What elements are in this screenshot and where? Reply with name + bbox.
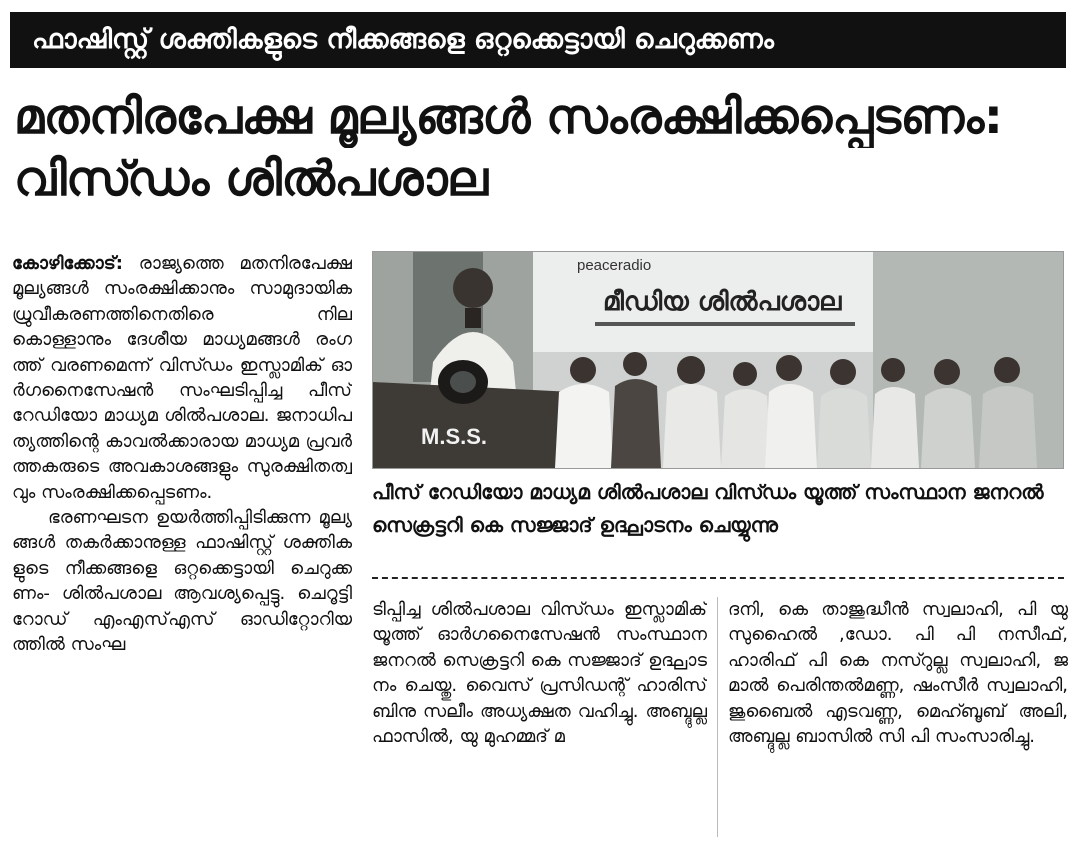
article-paragraph-2: ഭരണഘടന ഉയർത്തിപ്പിടിക്കുന്ന മൂല്യങ്ങൾ തകർക്കാനുള്ള ഫാഷിസ്റ്റ് ശക്തികളുടെ നീക്കങ്ങളെ ഒറ്റക്കെട്ടായി ചെറുക്കണം- ശിൽപശാല ആവശ്യപ്പെട്ടു. ചെറൂട്ടി റോഡ് എംഎസ്എസ് ഓഡിറ്റോറിയത്തിൽ സംഘ: [12, 507, 352, 656]
article-column-1: [12, 251, 352, 841]
banner-brand: peaceradio: [577, 257, 652, 274]
article-paragraph-1: [12, 251, 352, 505]
headline-line-1: മതനിരപേക്ഷ മൂല്യങ്ങൾ സംരക്ഷിക്കപ്പെടണം:: [14, 89, 1003, 145]
kicker-banner: [10, 12, 1066, 68]
event-photo-illustration: [373, 252, 1063, 468]
headline-line-2: വിസ്ഡം ശിൽപശാല: [14, 151, 488, 207]
podium-text: M.S.S.: [421, 424, 488, 449]
caption-divider: [372, 577, 1064, 579]
article-column-2: ടിപ്പിച്ച ശിൽപശാല വിസ്ഡം ഇസ്ലാമിക് യൂത്ത് ഓർഗനൈസേഷൻ സംസ്ഥാന ജനറൽ സെക്രട്ടറി കെ സജ്ജാദ് ഉദ്ഘാടനം ചെയ്തു. വൈസ് പ്രസിഡന്റ് ഹാരിസ് ബിനു സലീം അധ്യക്ഷത വഹിച്ചു. അബ്ദുല്ല ഫാസിൽ, യു മുഹമ്മദ് മ: [372, 599, 707, 748]
banner-title: മീഡിയ ശിൽപശാല: [603, 287, 842, 317]
dateline: കോഴിക്കോട്:: [12, 253, 124, 274]
headline: [14, 86, 1070, 210]
photo-caption: പീസ് റേഡിയോ മാധ്യമ ശിൽപശാല വിസ്ഡം യൂത്ത് സംസ്ഥാന ജനറൽ സെക്രട്ടറി കെ സജ്ജാദ് ഉദ്ഘാടനം ചെയ്യുന്നു: [372, 480, 1044, 537]
article-column-3: ദനി, കെ താജുദ്ധീൻ സ്വലാഹി, പി യു സുഹൈൽ ,ഡോ. പി പി നസീഫ്, ഹാരിഫ് പി കെ നസ്റുല്ല സ്വലാഹി, ജമാൽ പെരിന്തൽമണ്ണ, ഷംസീർ സ്വലാഹി, ജുബൈൽ എടവണ്ണ, മെഹ്ബൂബ് അലി, അബ്ദുല്ല ബാസിൽ സി പി സംസാരിച്ചു.: [728, 599, 1068, 748]
article-paragraph-1-text: രാജ്യത്തെ മതനിരപേക്ഷ മൂല്യങ്ങൾ സംരക്ഷിക്കാനും സാമുദായിക ധ്രുവീകരണത്തിനെതിരെ നിലകൊള്ളാനും ദേശീയ മാധ്യമങ്ങൾ രംഗത്ത് വരണമെന്ന് വിസ്ഡം ഇസ്ലാമിക് ഓർഗനൈസേഷൻ സംഘടിപ്പിച്ച പീസ് റേഡിയോ മാധ്യമ ശിൽപശാല. ജനാധിപത്യത്തിന്റെ കാവൽക്കാരായ മാധ്യമ പ്രവർത്തകരുടെ അവകാശങ്ങളും സുരക്ഷിതത്വവും സംരക്ഷിക്കപ്പെടണം.: [12, 253, 352, 503]
column-divider: [717, 597, 718, 837]
event-photo: [372, 251, 1064, 469]
kicker-text: ഫാഷിസ്റ്റ് ശക്തികളുടെ നീക്കങ്ങളെ ഒറ്റക്കെട്ടായി ചെറുക്കണം: [32, 24, 774, 55]
